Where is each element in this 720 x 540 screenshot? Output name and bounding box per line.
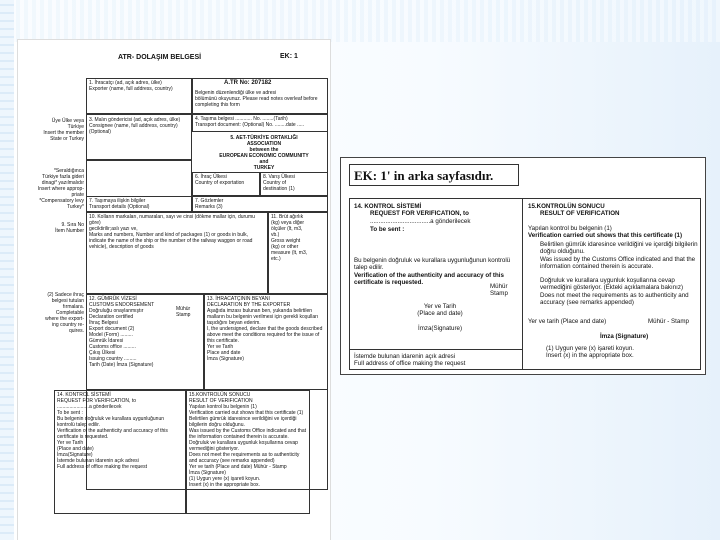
box-3-text: 3. Malın göndericisi (ad, açık adres, ülke) Consignee (name, full address, country) (Optional) [89,117,181,135]
box-10-text: 10. Kolların markaları, numaraları, sayı ve cinsi (dökme mallar için, durumu göre) geciktirilir;aslı yazı ve, Marks and numbers, Number and kind of packages (1) or goods in bulk, indicate the name of the ship or the number of the railway waggon or road vehicle), description of goods [89,214,255,250]
result-note-tr: (1) Uygun yere (x) işareti koyun. [546,345,635,352]
result-sub: RESULT OF VERIFICATION [540,210,620,217]
atr-number: A.TR No: 207182 [224,80,272,86]
request-office-tr: İstemde bulunan idarenin açık adresi [354,353,456,360]
doc-annex: EK: 1 [280,53,298,60]
result-stamp: Mühür - Stamp [648,318,689,325]
box-4-text: 4. Taşıma belgesi ............ No. ........(Tarih) Transport document: (Optional) No. ........date ..... [195,116,305,128]
request-signature: İmza(Signature) [417,325,463,332]
request-stamp: Mühür Stamp [490,283,508,298]
box-5-text: 5. AET-TÜRKİYE ORTAKLIĞI ASSOCIATION between the EUROPEAN ECONOMIC COMMUNITY and TURKEY [219,135,309,171]
decorative-top-band [0,0,720,42]
box-15-text: 15.KONTROLÜN SONUCU RESULT OF VERIFICATION Yapılan kontrol bu belgenin (1) Verification carried out shows that this certificate (1) Belirtilen gümrük idaresince verildiğini ve içerdiği bilgilerin doğru olduğunu. Was issued by the Customs Office indicated and that the information contained therein is accurate. Doğruluk ve kurallara uygunluk koşullarına cevap vermediğini gösteriyor. Does not meet the requirements as to authenticity and accuracy (see remarks appended) Yer ve tarih (Place and date) Mühür - Stamp İmza (Signature) (1) Uygun yere (x) işareti koyun. Insert (x) in the appropriate box. [189,392,307,488]
result-option-1: Belirtilen gümrük idaresince verildiğini ve içerdiği bilgilerin doğru olduğunu. Was issued by the Customs Office indicated and that the information contained therein is accurate. [540,241,698,270]
request-sent-en: To be sent : [370,226,405,233]
request-sub: REQUEST FOR VERIFICATION, to [370,210,469,217]
request-text-en: Verification of the authenticity and accuracy of this certificate is requested. [354,272,504,287]
request-sent-tr: ...................................a gönderilecek [370,218,471,225]
box-2-text: Belgenin düzenlendiği ülke ve adresi bölümünü okuyunuz. Please read notes overleaf before completing this form [195,90,318,108]
left-decorative-strip [0,0,14,540]
side-note-export-doc: (2) Sadece ihraç belgesi tutulan fırmalara. Completable where the export- ing country re- quires. [45,292,84,334]
result-heading: 15.KONTROLÜN SONUCU [528,203,605,210]
box-12-stamp: Mühür Stamp [176,306,191,318]
box-1-text: 1. İhracatçı (ad, açık adres, ülke) Exporter (name, full address, country) [89,80,173,92]
side-note-member-state: Üye Ülke veya Türkiye Insert the member State or Turkey [43,118,84,142]
result-line1: Yapılan kontrol bu belgenin (1) [528,225,612,232]
result-line2: Verification carried out shows that this certificate (1) [528,232,683,239]
box-14-text: 14. KONTROL SİSTEMİ REQUEST FOR VERIFICATION, to .......................a gönderilecek To be sent : Bu belgenin doğruluk ve kurallara uygunluğunun kontrolü talep edilir. Verification of the authenticity and accuracy of this certificate is requested. Yer ve Tarih (Place and date) İmza(Signature) İstemde bulunan idarenin açık adresi Full address of office making the request [57,392,168,470]
result-signature: İmza (Signature) [600,333,649,340]
side-note-compensatory: *Seraldığınca Türkiye fazla gideri dinagi* yazılmalıdır Insert where approp- priate *Compensatory levy Turkey* [37,168,84,210]
box-12-text: 12. GÜMRÜK VİZESİ CUSTOMS ENDORSEMENT Doğruluğu onaylanmıştır Declaration certified İhraç Belgesi Export document (2) Model (Form) ......... Gümrük İdaresi Customs office ......... Çıkış Ülkesi Issuing country ......... Tarih (Date) İmza (Signature) [89,296,155,368]
box-7-text: 7. Taşımaya ilişkin bilgiler Transport details (Optional) [89,198,150,210]
result-place-date: Yer ve tarih (Place and date) [528,318,607,325]
annex-back-page [340,157,706,375]
request-heading: 14. KONTROL SİSTEMİ [354,203,422,210]
result-option-2: Doğruluk ve kurallara uygunluk koşullarına cevap vermediğini gösteriyor. (Ekteki açıklamalara bakınız) Does not meet the requirements as to authenticity and accuracy (see remarks appended) [540,277,689,306]
column-divider [522,199,523,369]
result-note-en: Insert (x) in the appropriate box. [546,352,634,359]
back-page-title: EK: 1' in arka sayfasıdır. [349,164,519,186]
atr-movement-certificate [18,40,330,540]
request-office-en: Full address of office making the request [354,360,466,367]
box-6-text: 6. İhraç Ülkesi Country of exportation [195,174,245,186]
verification-form [349,198,701,370]
box-11-text: 11. Brüt ağırlık (kg) veya diğer ölçüler (lt, m3, vb.) Gross weight (kg) or other measure (lt, m3, etc.) [271,214,308,262]
box-13-text: 13. İHRACATÇININ BEYANI DECLARATION BY THE EXPORTER Aşağıda imzası bulunan ben, yukarıda belirtilen malların bu belgenin verilmesi için gerekli koşulları taşıdığını beyan ederim. I, the undersigned, declare that the goods described above meet the conditions required for the issue of this certificate. Yer ve Tarih Place and date İmza (Signature) [207,296,323,362]
box-8-text: 8. Varış Ülkesi Country of destination (1) [263,174,295,192]
request-place-date: Yer ve Tarih (Place and date) [417,303,463,318]
request-text-tr: Bu belgenin doğruluk ve kurallara uygunluğunun kontrolü talep edilir. [354,257,511,272]
doc-title: ATR- DOLAŞIM BELGESİ [118,54,202,61]
box-7-remarks-text: 7. Gözlemler Remarks (3) [195,198,224,210]
request-office-divider [350,349,522,350]
box-9-text: 9. Sıra No İtem Number [55,222,84,234]
